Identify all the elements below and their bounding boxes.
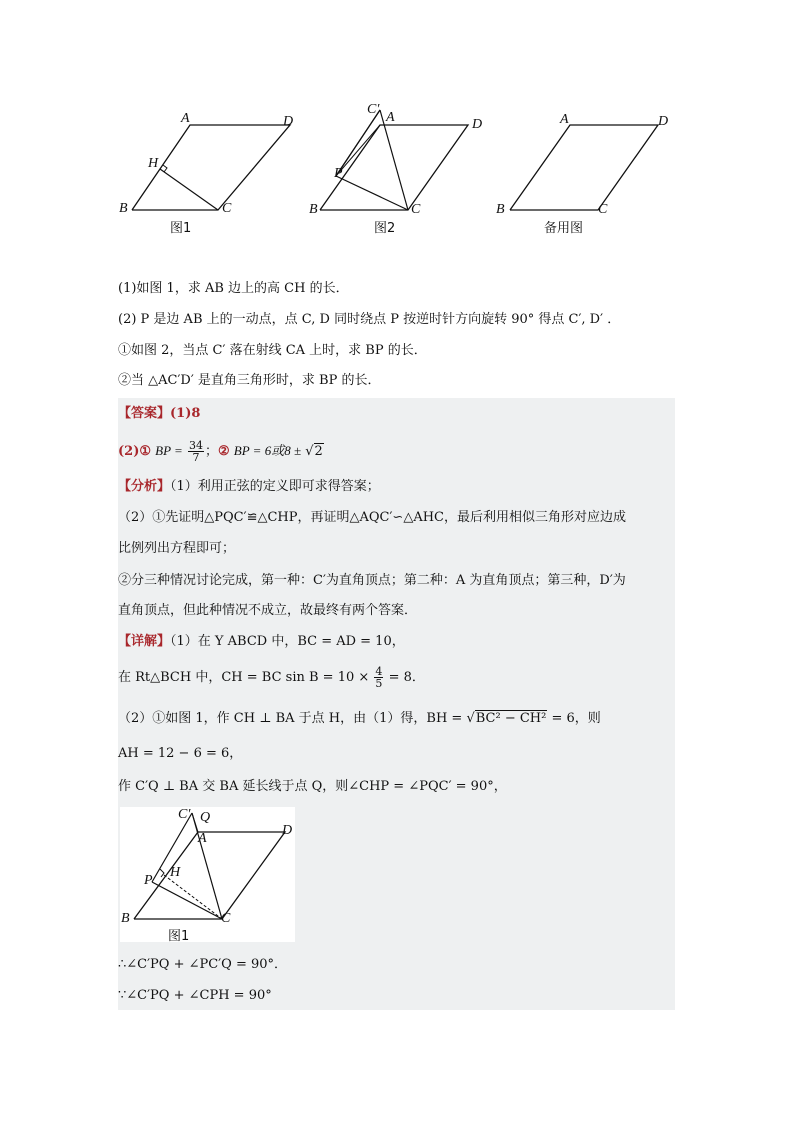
answer-bp-label: BP = [155, 443, 183, 458]
analysis-text-1: （1）利用正弦的定义即可求得答案； [170, 479, 380, 494]
fig3-label-a: A [560, 112, 569, 127]
question-part-1: (1)如图 1，求 AB 边上的高 CH 的长． [118, 281, 349, 296]
analysis-line-2: （2）①先证明△PQC′≌△CHP，再证明△AQC′∽△AHC，最后利用相似三角形对应边成 [118, 510, 626, 525]
answer-line-2: (2)① BP = $\frac{34}{7}$ ；② BP = 6或8 ± √2 [118, 439, 323, 464]
detail-fraction-num: 4 [375, 665, 383, 678]
detail-line-7: ∵∠C′PQ + ∠CPH = 90° [118, 988, 272, 1003]
fig2-label-a: A [386, 110, 395, 125]
analysis-line-1 [118, 477, 380, 497]
fig3-label-d: D [658, 114, 669, 129]
detail-line-1 [118, 632, 405, 652]
fig1-label-b: B [119, 201, 128, 216]
detail-fraction [374, 666, 383, 689]
fig3-caption: 备用图 [544, 221, 584, 236]
answer-fraction-num: 34 [188, 439, 203, 452]
detail-text-2-post: = 8． [388, 670, 425, 685]
fig1-label-c: C [222, 201, 232, 216]
answer-label: 【答案】 [118, 406, 171, 421]
figure-3-diagram [490, 105, 680, 235]
detail-line-2 [118, 664, 425, 692]
answer-root: 2 [314, 444, 323, 459]
question-part-2a: ①如图 2，当点 C′ 落在射线 CA 上时，求 BP 的长． [118, 343, 427, 358]
detail-label: 【详解】 [118, 634, 171, 649]
answer-bp-values: BP = 6或8 ± [233, 443, 302, 458]
fig4-label-p: P [144, 873, 153, 888]
fig4-label-q: Q [200, 810, 211, 825]
answer-circle-2: ② [217, 444, 230, 459]
figure-1 [110, 105, 300, 235]
fig4-label-d: D [282, 823, 293, 838]
detail-line-3: （2）①如图 1，作 CH ⊥ BA 于点 H，由（1）得，BH = √BC² − CH² = 6，则 [118, 711, 601, 726]
fig2-label-cprime: C′ [367, 102, 380, 117]
detail-text-2-pre: 在 Rt△BCH 中，CH = BC sin B = 10 × [118, 670, 370, 685]
figure-2 [300, 100, 500, 235]
fig3-label-c: C [598, 202, 608, 217]
fig1-caption: 图1 [170, 221, 192, 236]
fig2-label-b: B [309, 202, 318, 217]
detail-line-6: ∴∠C′PQ + ∠PC′Q = 90°． [118, 957, 288, 972]
detail-line-4: AH = 12 − 6 = 6， [118, 746, 243, 761]
fig4-label-b: B [121, 911, 130, 926]
fig2-label-p: P [334, 166, 343, 181]
fig2-label-c: C [411, 202, 421, 217]
answer-separator: ； [204, 444, 218, 459]
detail-text-3-pre: （2）①如图 1，作 CH ⊥ BA 于点 H，由（1）得，BH = [118, 711, 463, 726]
fig4-caption: 图1 [168, 929, 190, 944]
analysis-line-5: 直角顶点，但此种情况不成立，故最终有两个答案． [118, 603, 418, 618]
fig2-label-d: D [472, 117, 483, 132]
detail-root: BC² − CH² [475, 711, 547, 726]
analysis-label: 【分析】 [118, 479, 171, 494]
detail-fraction-den: 5 [375, 677, 383, 690]
fig4-label-c: C [221, 911, 231, 926]
figure-4 [120, 807, 295, 942]
fig3-label-b: B [496, 202, 505, 217]
detail-text-3-post: = 6，则 [551, 711, 601, 726]
fig2-caption: 图2 [374, 221, 396, 236]
fig4-label-a: A [198, 831, 207, 846]
figure-2-diagram [300, 100, 500, 235]
analysis-line-3: 比例列出方程即可； [118, 541, 236, 556]
answer-line-1 [118, 404, 200, 424]
answer-fraction-den: 7 [192, 451, 200, 464]
fig4-label-cprime: C′ [178, 807, 191, 822]
question-part-2b: ②当 △AC′D′ 是直角三角形时，求 BP 的长． [118, 373, 381, 388]
answer-fraction [188, 440, 204, 463]
figure-3 [490, 105, 680, 235]
answer-part-1: (1)8 [170, 406, 201, 421]
analysis-line-4: ②分三种情况讨论完成，第一种：C′为直角顶点；第二种：A 为直角顶点；第三种，D′为 [118, 573, 626, 588]
answer-part-2-prefix: (2) [118, 444, 140, 459]
question-part-2: (2) P 是边 AB 上的一动点，点 C, D 同时绕点 P 按逆时针方向旋转 90° 得点 C′, D′ ． [118, 312, 621, 327]
figure-1-diagram [110, 105, 300, 235]
fig4-label-h: H [170, 865, 181, 880]
fig1-label-a: A [181, 111, 190, 126]
answer-circle-1: ① [139, 444, 152, 459]
fig1-label-h: H [148, 156, 159, 171]
detail-line-5: 作 C′Q ⊥ BA 交 BA 延长线于点 Q，则∠CHP = ∠PQC′ = 90°， [118, 779, 507, 794]
detail-text-1: （1）在 Y ABCD 中，BC = AD = 10， [170, 634, 405, 649]
fig1-label-d: D [283, 114, 294, 129]
